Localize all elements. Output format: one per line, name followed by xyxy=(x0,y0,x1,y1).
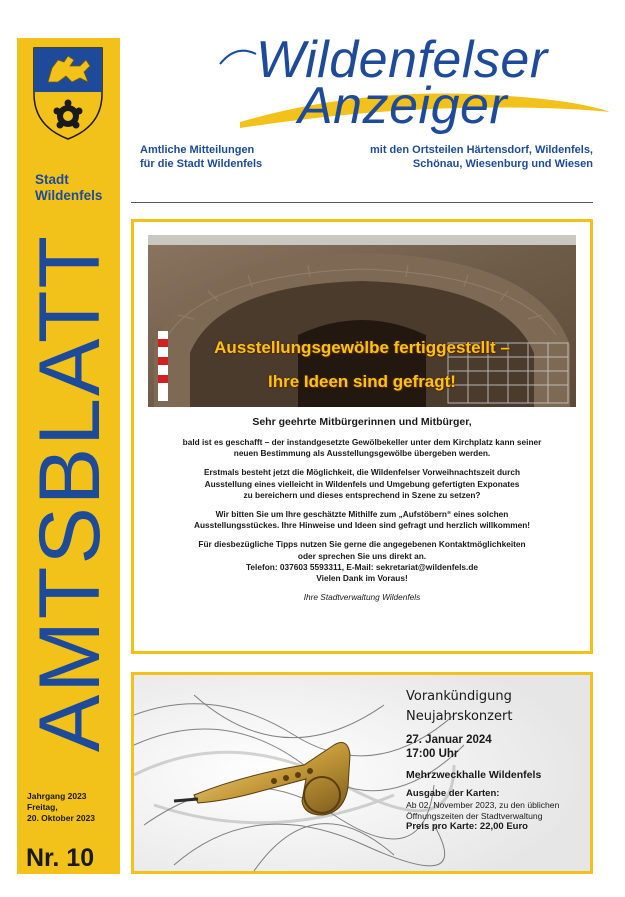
article-body xyxy=(148,415,576,603)
concert-title-2: Neujahrskonzert xyxy=(406,709,513,724)
p2-line-2: Ausstellung eines vielleicht in Wildenfels und Umgebung gefertigten Exponates xyxy=(204,478,520,489)
greeting: Sehr geehrte Mitbürgerinnen und Mitbürger, xyxy=(252,416,472,428)
tickets-heading: Ausgabe der Karten: xyxy=(406,788,500,799)
vertical-title: AMTSBLATT xyxy=(22,233,118,753)
headline-line-2: Ihre Ideen sind gefragt! xyxy=(268,372,456,391)
signature: Ihre Stadtverwaltung Wildenfels xyxy=(303,592,421,603)
concert-title-1: Vorankündigung xyxy=(406,689,512,704)
concert-info xyxy=(406,687,594,833)
p1-line-1: bald ist es geschafft – der instandgesetzte Gewölbekeller unter dem Kirchplatz kann seiner xyxy=(182,437,542,447)
concert-date: 27. Januar 2024 xyxy=(406,734,492,746)
issue-date: 20. Oktober 2023 xyxy=(27,813,96,823)
city-line-2: Wildenfels xyxy=(35,188,103,203)
subtitle-right-2: Schönau, Wiesenburg und Wiesen xyxy=(412,158,593,170)
vertical-title-wrap xyxy=(22,233,118,753)
tickets-line-1: Ab 02. November 2023, zu den üblichen xyxy=(406,800,560,810)
p4-line-4: Vielen Dank im Voraus! xyxy=(316,573,408,584)
subtitle-left-2: für die Stadt Wildenfels xyxy=(140,158,263,170)
p1-line-2: neuen Bestimmung als Ausstellungsgewölbe übergeben werden. xyxy=(233,448,491,459)
p2-line-1: Erstmals besteht jetzt die Möglichkeit, die Wildenfelser Vorweihnachtszeit durch xyxy=(203,467,521,478)
subtitle-left-1: Amtliche Mitteilungen xyxy=(140,144,255,156)
masthead-title-line-1: Wildenfelser xyxy=(256,31,548,89)
ticket-price: Preis pro Karte: 22,00 Euro xyxy=(406,821,528,832)
p4-line-2: oder sprechen Sie uns direkt an. xyxy=(297,550,427,561)
masthead-title-line-2: Anzeiger xyxy=(298,77,508,135)
city-name xyxy=(35,172,125,204)
masthead-subtitle-left xyxy=(140,143,262,171)
p4-line-3: Telefon: 037603 5593311, E-Mail: sekretariat@wildenfels.de xyxy=(245,561,479,572)
city-line-1: Stadt xyxy=(35,172,69,187)
weekday: Freitag, xyxy=(27,802,58,812)
masthead-subtitle-right xyxy=(327,143,593,171)
issue-number: Nr. 10 xyxy=(26,844,95,872)
volume: Jahrgang 2023 xyxy=(27,791,87,801)
sidebar xyxy=(17,38,120,874)
masthead-divider xyxy=(131,202,593,203)
concert-venue: Mehrzweckhalle Wildenfels xyxy=(406,769,542,781)
article-box xyxy=(131,219,593,654)
p3-line-1: Wir bitten Sie um Ihre geschätzte Mithilfe zum „Aufstöbern“ eines solchen xyxy=(215,509,509,520)
subtitle-right-1: mit den Ortsteilen Härtensdorf, Wildenfels, xyxy=(370,144,593,156)
p2-line-3: zu bereichern und dieses entsprechend in Szene zu setzen? xyxy=(243,489,481,500)
vault-photo xyxy=(148,235,576,407)
coat-of-arms-icon xyxy=(30,44,106,142)
tickets-line-2: Öffnungszeiten der Stadtverwaltung xyxy=(406,810,543,821)
p4-line-1: Für diesbezügliche Tipps nutzen Sie gerne die angegebenen Kontaktmöglichkeiten xyxy=(198,539,526,550)
headline-line-1: Ausstellungsgewölbe fertiggestellt – xyxy=(214,338,510,357)
concert-time: 17:00 Uhr xyxy=(406,748,459,760)
p3-line-2: Ausstellungsstückes. Ihre Hinweise und Ideen sind gefragt und herzlich willkommen! xyxy=(193,520,531,531)
issue-meta xyxy=(27,791,119,824)
concert-box xyxy=(131,672,593,874)
